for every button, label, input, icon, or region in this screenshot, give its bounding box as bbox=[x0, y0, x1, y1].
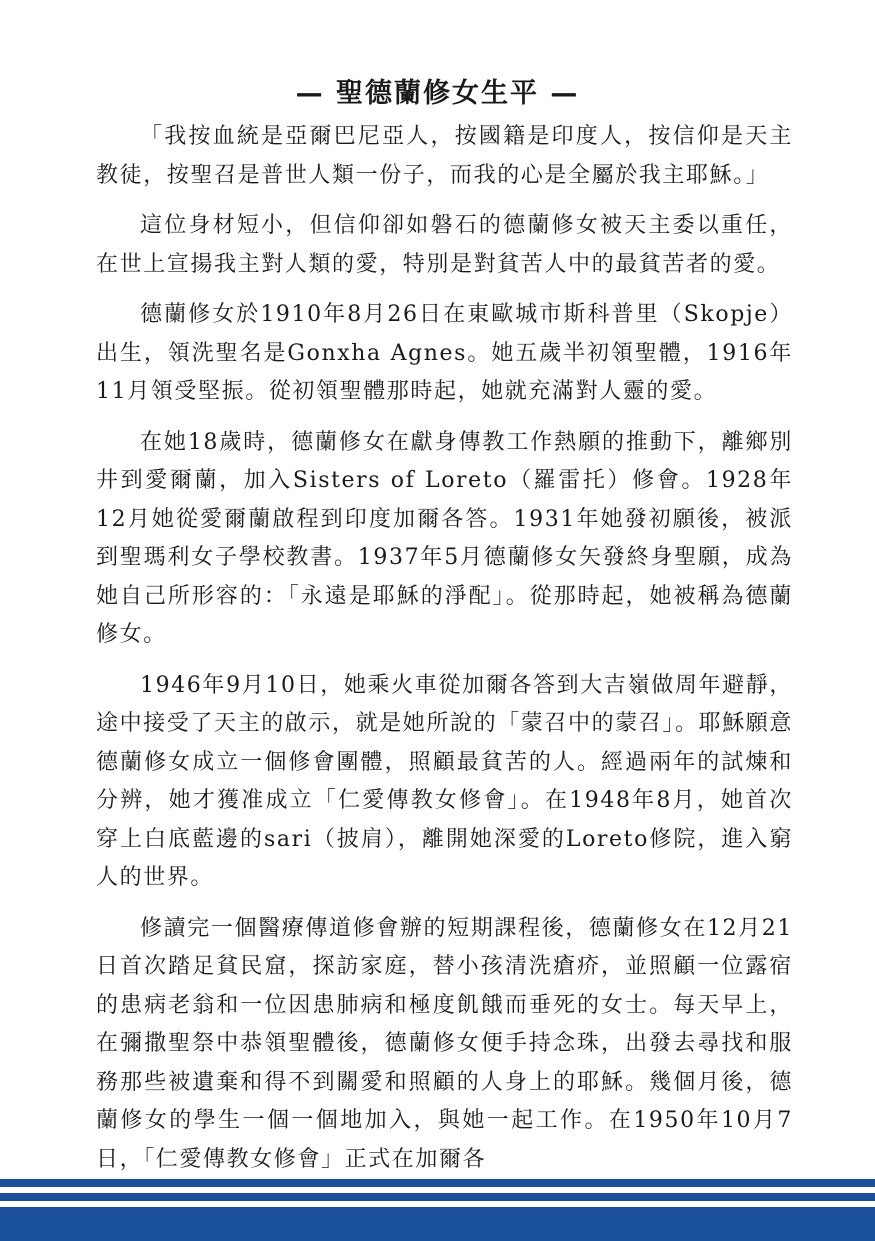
paragraph-call-within-call: 1946年9月10日，她乘火車從加爾各答到大吉嶺做周年避靜，途中接受了天主的啟示，就是她所說的「蒙召中的蒙召」。耶穌願意德蘭修女成立一個修會團體，照顧最貧苦的人。經過兩年的試煉和分辨，她才獲准成立「仁愛傳教女修會」。在1948年8月，她首次穿上白底藍邊的sari（披肩），離開她深愛的Loreto修院，進入窮人的世界。 bbox=[96, 672, 794, 890]
paragraph-introduction: 這位身材短小，但信仰卻如磐石的德蘭修女被天主委以重任，在世上宣揚我主對人類的愛，特別是對貧苦人中的最貧苦者的愛。 bbox=[96, 213, 793, 277]
paragraph-quote: 「我按血統是亞爾巴尼亞人，按國籍是印度人，按信仰是天主教徒，按聖召是普世人類一份子，而我的心是全屬於我主耶穌。」 bbox=[96, 124, 793, 188]
body-text bbox=[96, 118, 793, 1191]
paragraph-slum-work: 修讀完一個醫療傳道修會辦的短期課程後，德蘭修女在12月21日首次踏足貧民窟，探訪家庭，替小孩清洗瘡疥，並照顧一位露宿的患病老翁和一位因患肺病和極度飢餓而垂死的女士。每天早上，在彌撒聖祭中恭領聖體後，德蘭修女便手持念珠，出發去尋找和服務那些被遺棄和得不到關愛和照顧的人身上的耶穌。幾個月後，德蘭修女的學生一個一個地加入，與她一起工作。在1950年10月7日，「仁愛傳教女修會」正式在加爾各 bbox=[96, 915, 793, 1172]
footer-stripe-thin-top bbox=[0, 1179, 875, 1187]
page-title: — 聖德蘭修女生平 — bbox=[295, 78, 580, 109]
paragraph-vocation: 在她18歲時，德蘭修女在獻身傳教工作熱願的推動下，離鄉別井到愛爾蘭，加入Sisters of Loreto（羅雷托）修會。1928年12月她從愛爾蘭啟程到印度加爾各答。1931年她發初願後，被派到聖瑪利女子學校教書。1937年5月德蘭修女矢發終身聖願，成為她自己所形容的：「永遠是耶穌的淨配」。從那時起，她被稱為德蘭修女。 bbox=[96, 429, 793, 647]
footer-stripes bbox=[0, 1179, 875, 1241]
footer-stripe-thin-middle bbox=[0, 1193, 875, 1201]
footer-stripe-thick-bottom bbox=[0, 1207, 875, 1241]
paragraph-birth: 德蘭修女於1910年8月26日在東歐城市斯科普里（Skopje）出生，領洗聖名是Gonxha Agnes。她五歲半初領聖體，1916年11月領受堅振。從初領聖體那時起，她就充滿對人靈的愛。 bbox=[96, 302, 793, 404]
